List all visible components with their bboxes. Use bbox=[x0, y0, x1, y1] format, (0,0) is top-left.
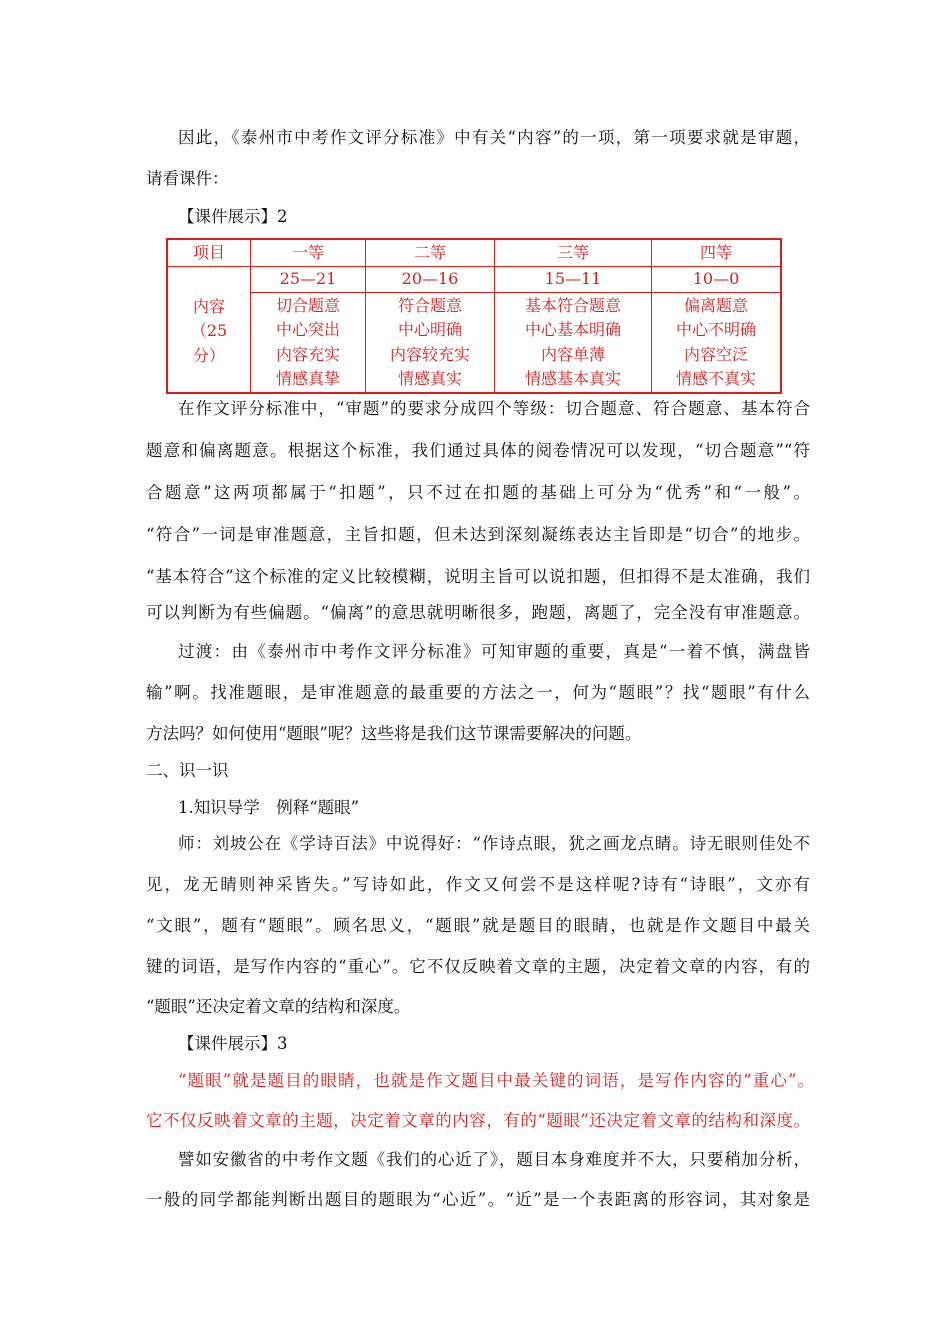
criteria-line: 情感基本真实 bbox=[524, 369, 621, 389]
courseware-label: 【课件展示】3 bbox=[178, 1034, 288, 1053]
criteria-line: 中心不明确 bbox=[675, 320, 756, 340]
paragraph-line: 譬如安徽省的中考作文题《我们的心近了》，题目本身难度并不大，只要稍加分析， bbox=[178, 1150, 810, 1169]
range-cell: 25—21 bbox=[251, 267, 366, 293]
highlight-line: “题眼”就是题目的眼睛，也就是作文题目中最关键的词语，是写作内容的“重心”。 bbox=[178, 1071, 814, 1090]
table-header-cell: 三等 bbox=[495, 239, 652, 267]
criteria-line: 情感真实 bbox=[397, 369, 462, 389]
paragraph-line: “文眼”，题有“题眼”。顾名思义，“题眼”就是题目的眼睛，也就是作文题目中最关 bbox=[146, 916, 810, 935]
paragraph-line: 输”啊。找准题眼，是审准题意的最重要的方法之一，何为“题眼”？找“题眼”有什么 bbox=[146, 683, 810, 702]
grade-criteria-cell bbox=[495, 292, 652, 393]
criteria-line: 基本符合题意 bbox=[524, 295, 621, 315]
criteria-line: 内容较充实 bbox=[389, 344, 470, 364]
table-header-cell: 一等 bbox=[251, 239, 366, 267]
subsection-heading: 1.知识导学 例释“题眼” bbox=[178, 798, 360, 817]
paragraph-line: 在作文评分标准中，“审题”的要求分成四个等级：切合题意、符合题意、基本符合 bbox=[178, 399, 810, 418]
criteria-line: 内容单薄 bbox=[540, 344, 605, 364]
paragraph-line: “符合”一词是审准题意，主旨扣题，但未达到深刻凝练表达主旨即是“切合”的地步。 bbox=[146, 525, 810, 544]
range-cell: 15—11 bbox=[495, 267, 652, 293]
paragraph-line: 合题意”这两项都属于“扣题”，只不过在扣题的基础上可分为“优秀”和“一般”。 bbox=[146, 483, 810, 502]
paragraph-line: 方法吗？如何使用“题眼”呢？这些将是我们这节课需要解决的问题。 bbox=[146, 724, 642, 743]
row-label-line: 分） bbox=[192, 345, 225, 365]
paragraph-line: 键的词语，是写作内容的“重心”。它不仅反映着文章的主题，决定着文章的内容，有的 bbox=[146, 957, 810, 976]
table-header-cell: 项目 bbox=[167, 239, 251, 267]
row-label-line: 内容 bbox=[192, 296, 225, 316]
paragraph-line: 请看课件： bbox=[146, 169, 229, 188]
criteria-line: 中心明确 bbox=[397, 320, 462, 340]
row-label-cell bbox=[167, 267, 251, 393]
paragraph-line: “题眼”还决定着文章的结构和深度。 bbox=[146, 997, 411, 1016]
paragraph-line: 题意和偏离题意。根据这个标准，我们通过具体的阅卷情况可以发现，“切合题意”“符 bbox=[146, 441, 810, 460]
row-label-line: （25 bbox=[190, 321, 228, 341]
criteria-line: 内容充实 bbox=[275, 344, 340, 364]
courseware-label: 【课件展示】2 bbox=[178, 207, 288, 226]
paragraph-line: 过渡：由《泰州市中考作文评分标准》可知审题的重要，真是“一着不慎，满盘皆 bbox=[178, 642, 810, 661]
table-header-cell: 四等 bbox=[652, 239, 782, 267]
paragraph-line: 可以判断为有些偏题。“偏离”的意思就明晰很多，跑题，离题了，完全没有审准题意。 bbox=[146, 603, 810, 622]
range-cell: 20—16 bbox=[366, 267, 495, 293]
paragraph-line: 因此，《泰州市中考作文评分标准》中有关“内容”的一项，第一项要求就是审题， bbox=[178, 128, 810, 147]
criteria-line: 偏离题意 bbox=[683, 295, 748, 315]
grade-criteria-cell bbox=[366, 292, 495, 393]
grade-criteria-cell bbox=[251, 292, 366, 393]
paragraph-line: 见，龙无睛则神采皆失。”写诗如此，作文又何尝不是这样呢?诗有“诗眼”，文亦有 bbox=[146, 875, 810, 894]
paragraph-line: “基本符合”这个标准的定义比较模糊，说明主旨可以说扣题，但扣得不是太准确，我们 bbox=[146, 567, 810, 586]
paragraph-line: 师：刘坡公在《学诗百法》中说得好：“作诗点眼，犹之画龙点睛。诗无眼则佳处不 bbox=[178, 834, 810, 853]
criteria-line: 情感不真实 bbox=[675, 369, 756, 389]
criteria-line: 中心基本明确 bbox=[524, 320, 621, 340]
grade-criteria-cell bbox=[652, 292, 782, 393]
range-cell: 10—0 bbox=[652, 267, 782, 293]
table-header-cell: 二等 bbox=[366, 239, 495, 267]
criteria-line: 切合题意 bbox=[275, 295, 340, 315]
criteria-line: 情感真挚 bbox=[275, 369, 340, 389]
criteria-line: 内容空泛 bbox=[683, 344, 748, 364]
criteria-line: 符合题意 bbox=[397, 295, 462, 315]
section-heading: 二、识一识 bbox=[146, 761, 229, 780]
grading-table bbox=[166, 238, 782, 394]
highlight-line: 它不仅反映着文章的主题，决定着文章的内容，有的“题眼”还决定着文章的结构和深度。 bbox=[146, 1111, 810, 1130]
paragraph-line: 一般的同学都能判断出题目的题眼为“心近”。“近”是一个表距离的形容词，其对象是 bbox=[146, 1190, 810, 1209]
criteria-line: 中心突出 bbox=[275, 320, 340, 340]
